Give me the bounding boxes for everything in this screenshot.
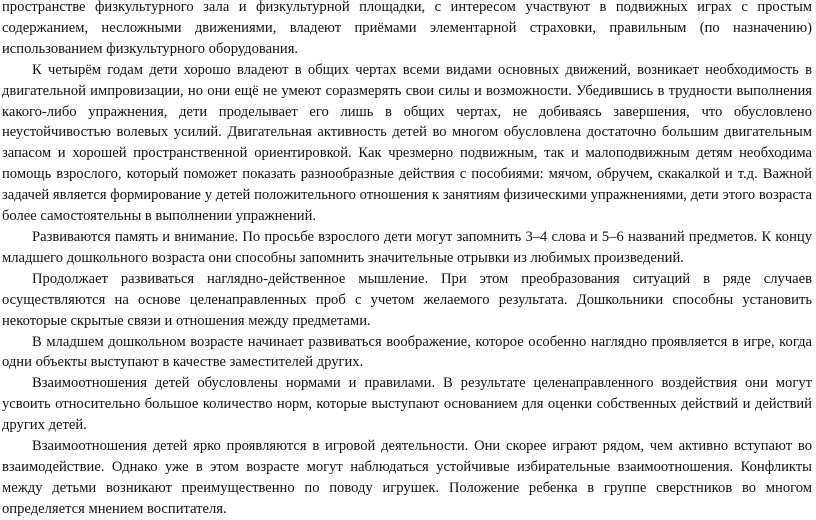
paragraph-continuation: пространстве физкультурного зала и физкультурной площадки, с интересом участвуют в подвижных играх с простым содержанием, несложными движениями, владеют приёмами элементарной страховки, правильным (по назначению) использованием физкультурного оборудования. xyxy=(2,0,812,57)
paragraph-norms: Взаимоотношения детей обусловлены нормами и правилами. В результате целенаправленного воздействия они могут усвоить относительно большое количество норм, которые выступают основанием для оценки собственных действий и действий других детей. xyxy=(2,375,812,434)
paragraph-imagination: В младшем дошкольном возрасте начинает развиваться воображение, которое особенно наглядно проявляется в игре, когда одни объекты выступают в качестве заместителей других. xyxy=(2,333,812,371)
paragraph-motor-skills: К четырём годам дети хорошо владеют в общих чертах всеми видами основных движений, возникает необходимость в двигательной импровизации, но они ещё не умеют соразмерять свои силы и возможности. Убедившись в трудности выполнения какого-либо упражнения, дети проделывает его лишь в общих чертах, не добиваясь завершения, что обусловлено неустойчивостью волевых усилий. Двигательная активность детей во многом обусловлена достаточно большим двигательным запасом и хорошей пространственной ориентировкой. Как чрезмерно подвижным, так и малоподвижным детям необходима помощь взрослого, который поможет показать разнообразные действия с пособиями: мячом, обручем, скакалкой и т.д. Важной задачей является формирование у детей положительного отношения к занятиям физическими упражнениями, дети этого возраста более самостоятельны в выполнении упражнений. xyxy=(2,61,812,225)
paragraph-memory: Развиваются память и внимание. По просьбе взрослого дети могут запомнить 3–4 слова и 5–6 названий предметов. К концу младшего дошкольного возраста они способны запомнить значительные отрывки из любимых произведений. xyxy=(2,228,812,266)
paragraph-relationships: Взаимоотношения детей ярко проявляются в игровой деятельности. Они скорее играют рядом, чем активно вступают во взаимодействие. Однако уже в этом возрасте могут наблюдаться устойчивые избирательные взаимоотношения. Конфликты между детьми возникают преимущественно по поводу игрушек. Положение ребенка в группе сверстников во многом определяется мнением воспитателя. xyxy=(2,438,812,517)
paragraph-thinking: Продолжает развиваться наглядно-действенное мышление. При этом преобразования ситуаций в ряде случаев осуществляются на основе целенаправленных проб с учетом желаемого результата. Дошкольники способны установить некоторые скрытые связи и отношения между предметами. xyxy=(2,270,812,329)
